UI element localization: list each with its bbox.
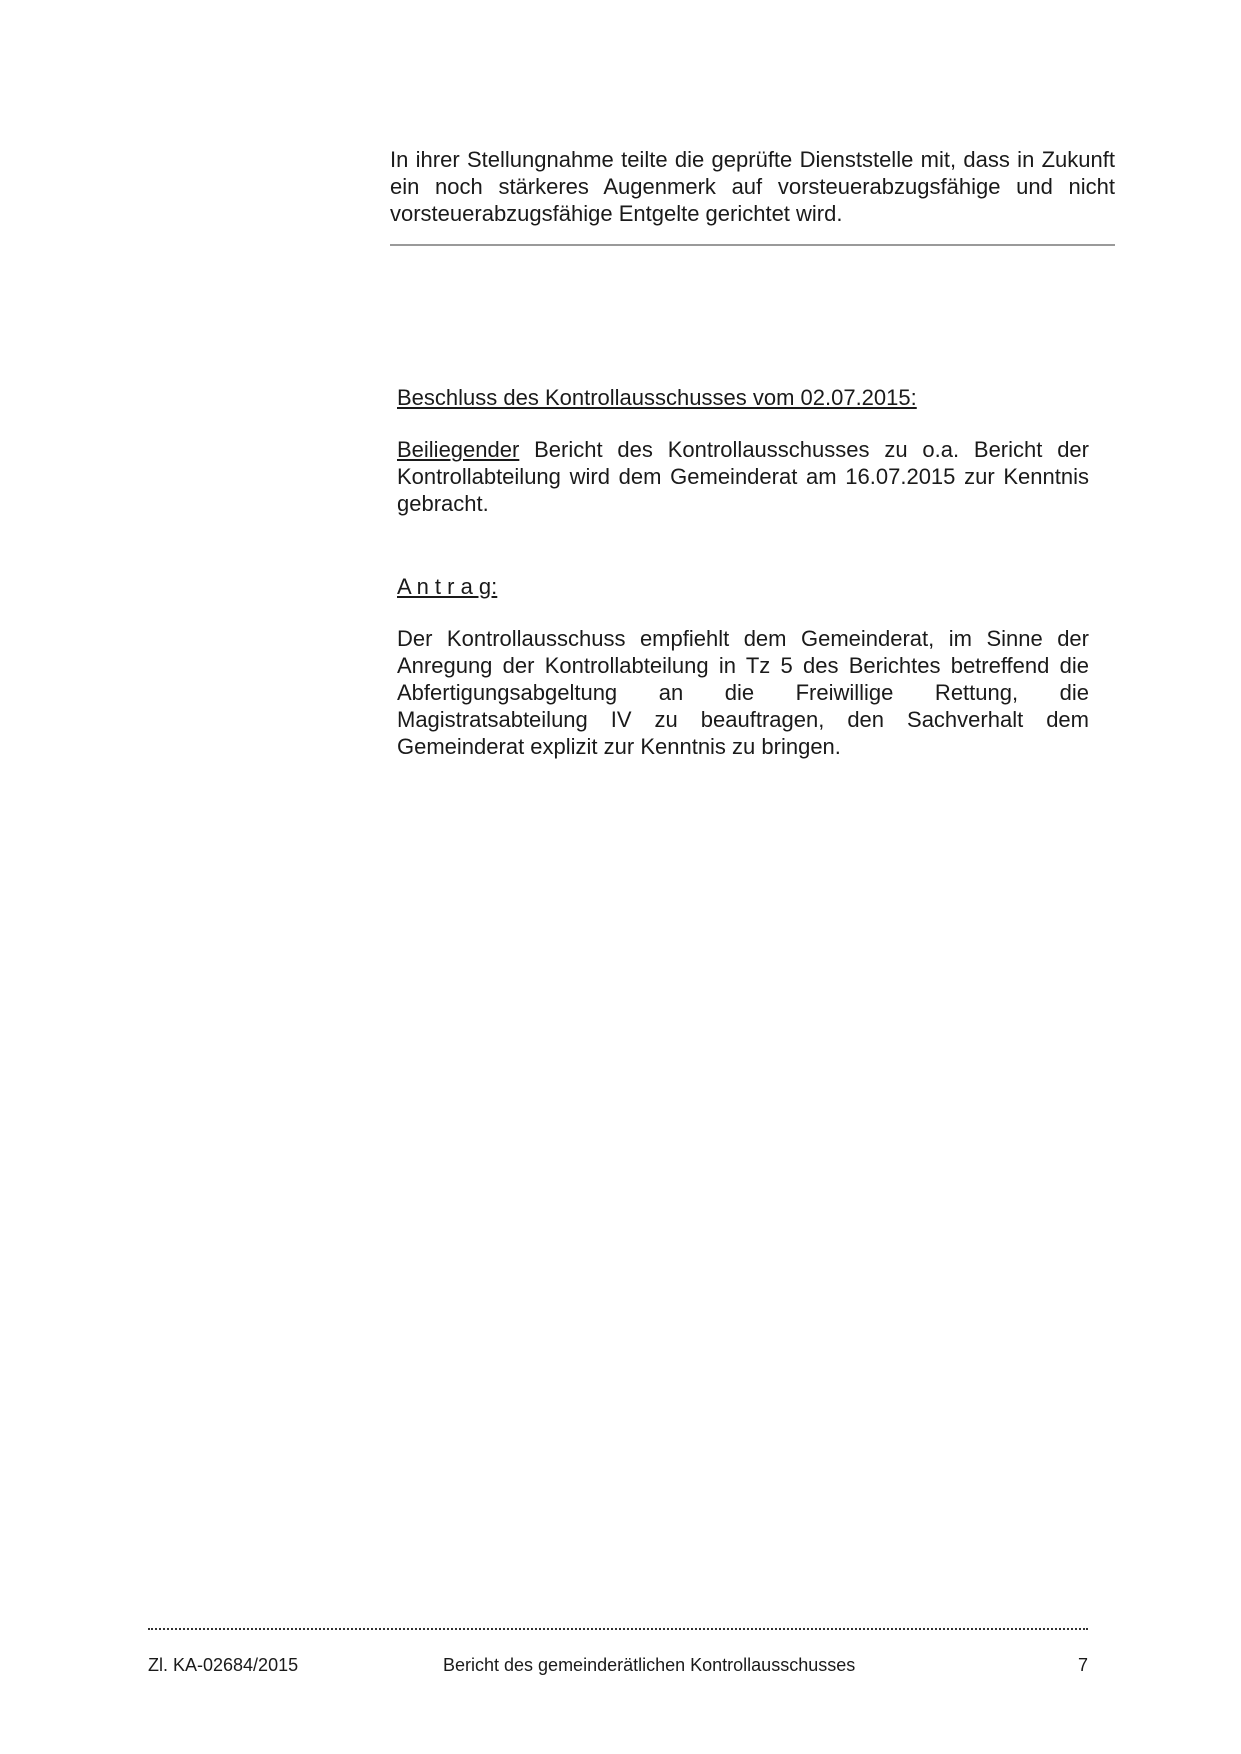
footer-reference: Zl. KA-02684/2015 — [148, 1655, 299, 1675]
resolution-heading-text: Beschluss des Kontrollausschusses vom 02.07.2015: — [397, 385, 917, 410]
motion-heading-text: A n t r a g: — [397, 574, 498, 599]
footer-dotted-rule — [148, 1628, 1088, 1630]
intro-paragraph — [390, 146, 1115, 227]
motion-text: Der Kontrollausschuss empfiehlt dem Gemeinderat, im Sinne der Anregung der Kontrollabteilung in Tz 5 des Berichtes betreffend die Abfertigungsabgeltung an die Freiwillige Rettung, die Magistratsabteilung IV zu beauftragen, den Sachverhalt dem Gemeinderat explizit zur Kenntnis zu bringen. — [397, 626, 1089, 759]
resolution-heading — [397, 384, 1089, 411]
resolution-body-lead: Beiliegender — [397, 437, 520, 462]
resolution-body-rest: Bericht des Kontrollausschusses zu o.a. Bericht der Kontrollabteilung wird dem Gemeinderat am 16.07.2015 zur Kenntnis gebracht. — [397, 437, 1089, 516]
section-divider — [390, 244, 1115, 246]
footer-page-number: 7 — [1078, 1655, 1089, 1675]
resolution-body — [397, 436, 1089, 517]
resolution-section — [397, 384, 1089, 760]
intro-text: In ihrer Stellungnahme teilte die geprüfte Dienststelle mit, dass in Zukunft ein noch stärkeres Augenmerk auf vorsteuerabzugsfähige und nicht vorsteuerabzugsfähige Entgelte gerichtet wird. — [390, 147, 1115, 226]
footer-title: Bericht des gemeinderätlichen Kontrollausschusses — [443, 1655, 856, 1675]
motion-heading — [397, 573, 1089, 600]
